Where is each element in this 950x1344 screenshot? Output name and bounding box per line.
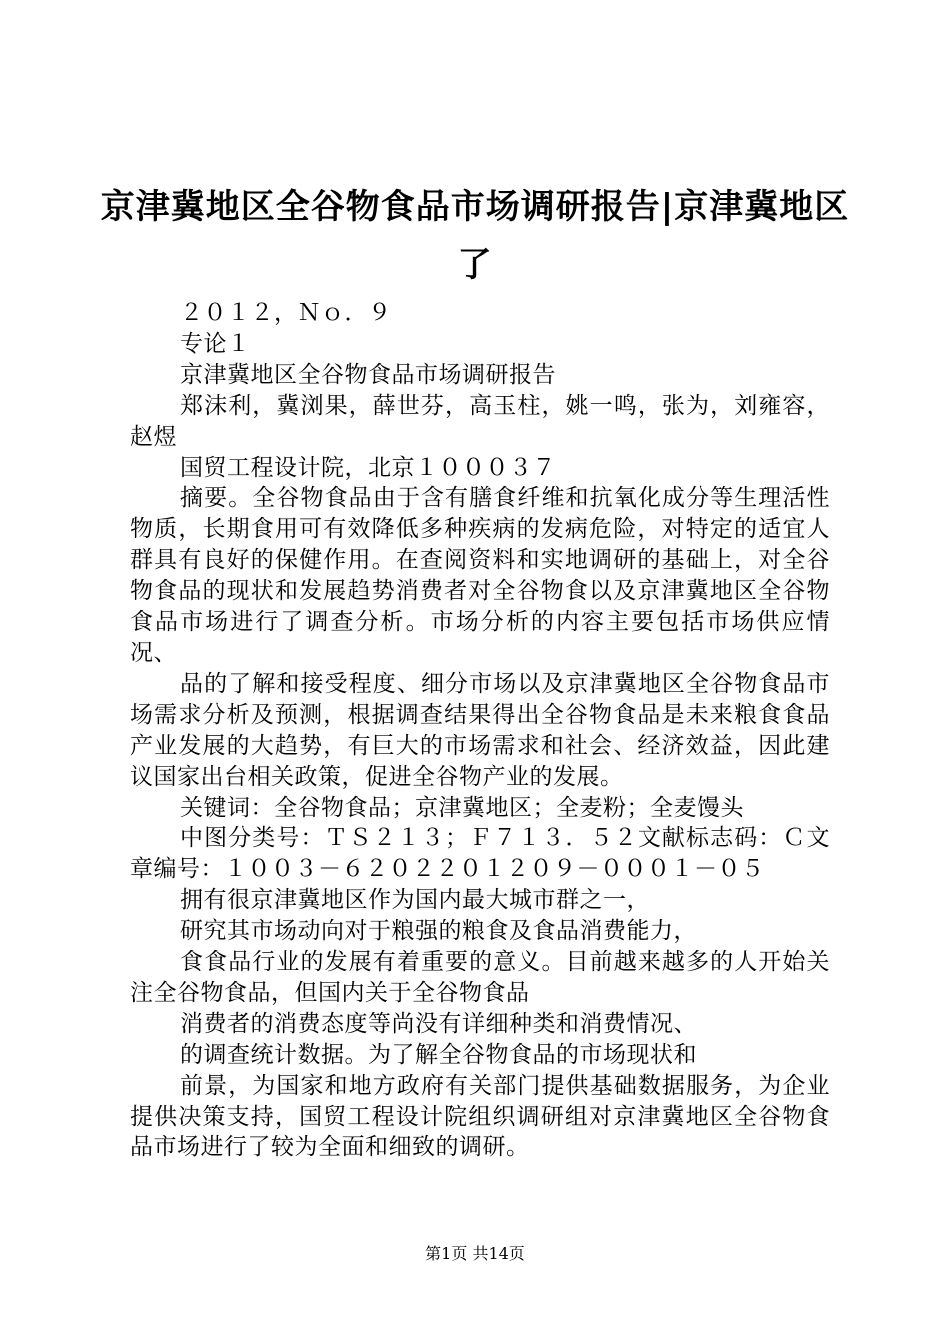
column-label: 专论１: [180, 330, 251, 357]
body-paragraph: 前景，为国家和地方政府有关部门提供基础数据服务，为企业提供决策支持，国贸工程设计院组织调研组对京津冀地区全谷物食品市场进行了较为全面和细致的调研。: [130, 1072, 830, 1161]
document-body: [130, 298, 830, 1163]
affiliation: 国贸工程设计院，北京１０００３７: [180, 454, 556, 481]
body-paragraph: 消费者的消费态度等尚没有详细种类和消费情况、: [180, 1010, 697, 1037]
body-paragraph: 研究其市场动向对于粮强的粮食及食品消费能力，: [180, 918, 697, 945]
body-paragraph: 的调查统计数据。为了解全谷物食品的市场现状和: [180, 1041, 697, 1068]
issue-line: ２０１２，Ｎｏ．９: [180, 300, 392, 326]
article-title: 京津冀地区全谷物食品市场调研报告: [180, 361, 556, 388]
body-paragraph: 拥有很京津冀地区作为国内最大城市群之一，: [180, 887, 650, 914]
document-title: 京津冀地区全谷物食品市场调研报告|京津冀地区了: [100, 187, 850, 285]
authors: 郑沫利，冀浏果，薛世芬，高玉柱，姚一鸣，张为，刘雍容，赵煜: [130, 392, 830, 450]
abstract-paragraph: 摘要。全谷物食品由于含有膳食纤维和抗氧化成分等生理活性物质，长期食用可有效降低多种疾病的发病危险，对特定的适宜人群具有良好的保健作用。在查阅资料和实地调研的基础上，对全谷物食品的现状和发展趋势消费者对全谷物食以及京津冀地区全谷物食品市场进行了调查分析。市场分析的内容主要包括市场供应情况、: [130, 485, 830, 666]
page-footer: 第1页 共14页: [425, 1244, 525, 1263]
keywords: 关键词：全谷物食品；京津冀地区；全麦粉；全麦馒头: [180, 794, 744, 821]
classification-info: 中图分类号：ＴＳ２１３；Ｆ７１３．５２文献标志码：Ｃ文章编号：１００３－６２０２２０１２０９－０００１－０５: [130, 825, 830, 883]
abstract-continuation: 品的了解和接受程度、细分市场以及京津冀地区全谷物食品市场需求分析及预测，根据调查结果得出全谷物食品是未来粮食食品产业发展的大趋势，有巨大的市场需求和社会、经济效益，因此建议国家出台相关政策，促进全谷物产业的发展。: [130, 670, 830, 790]
body-paragraph: 食食品行业的发展有着重要的意义。目前越来越多的人开始关注全谷物食品，但国内关于全谷物食品: [130, 949, 830, 1006]
